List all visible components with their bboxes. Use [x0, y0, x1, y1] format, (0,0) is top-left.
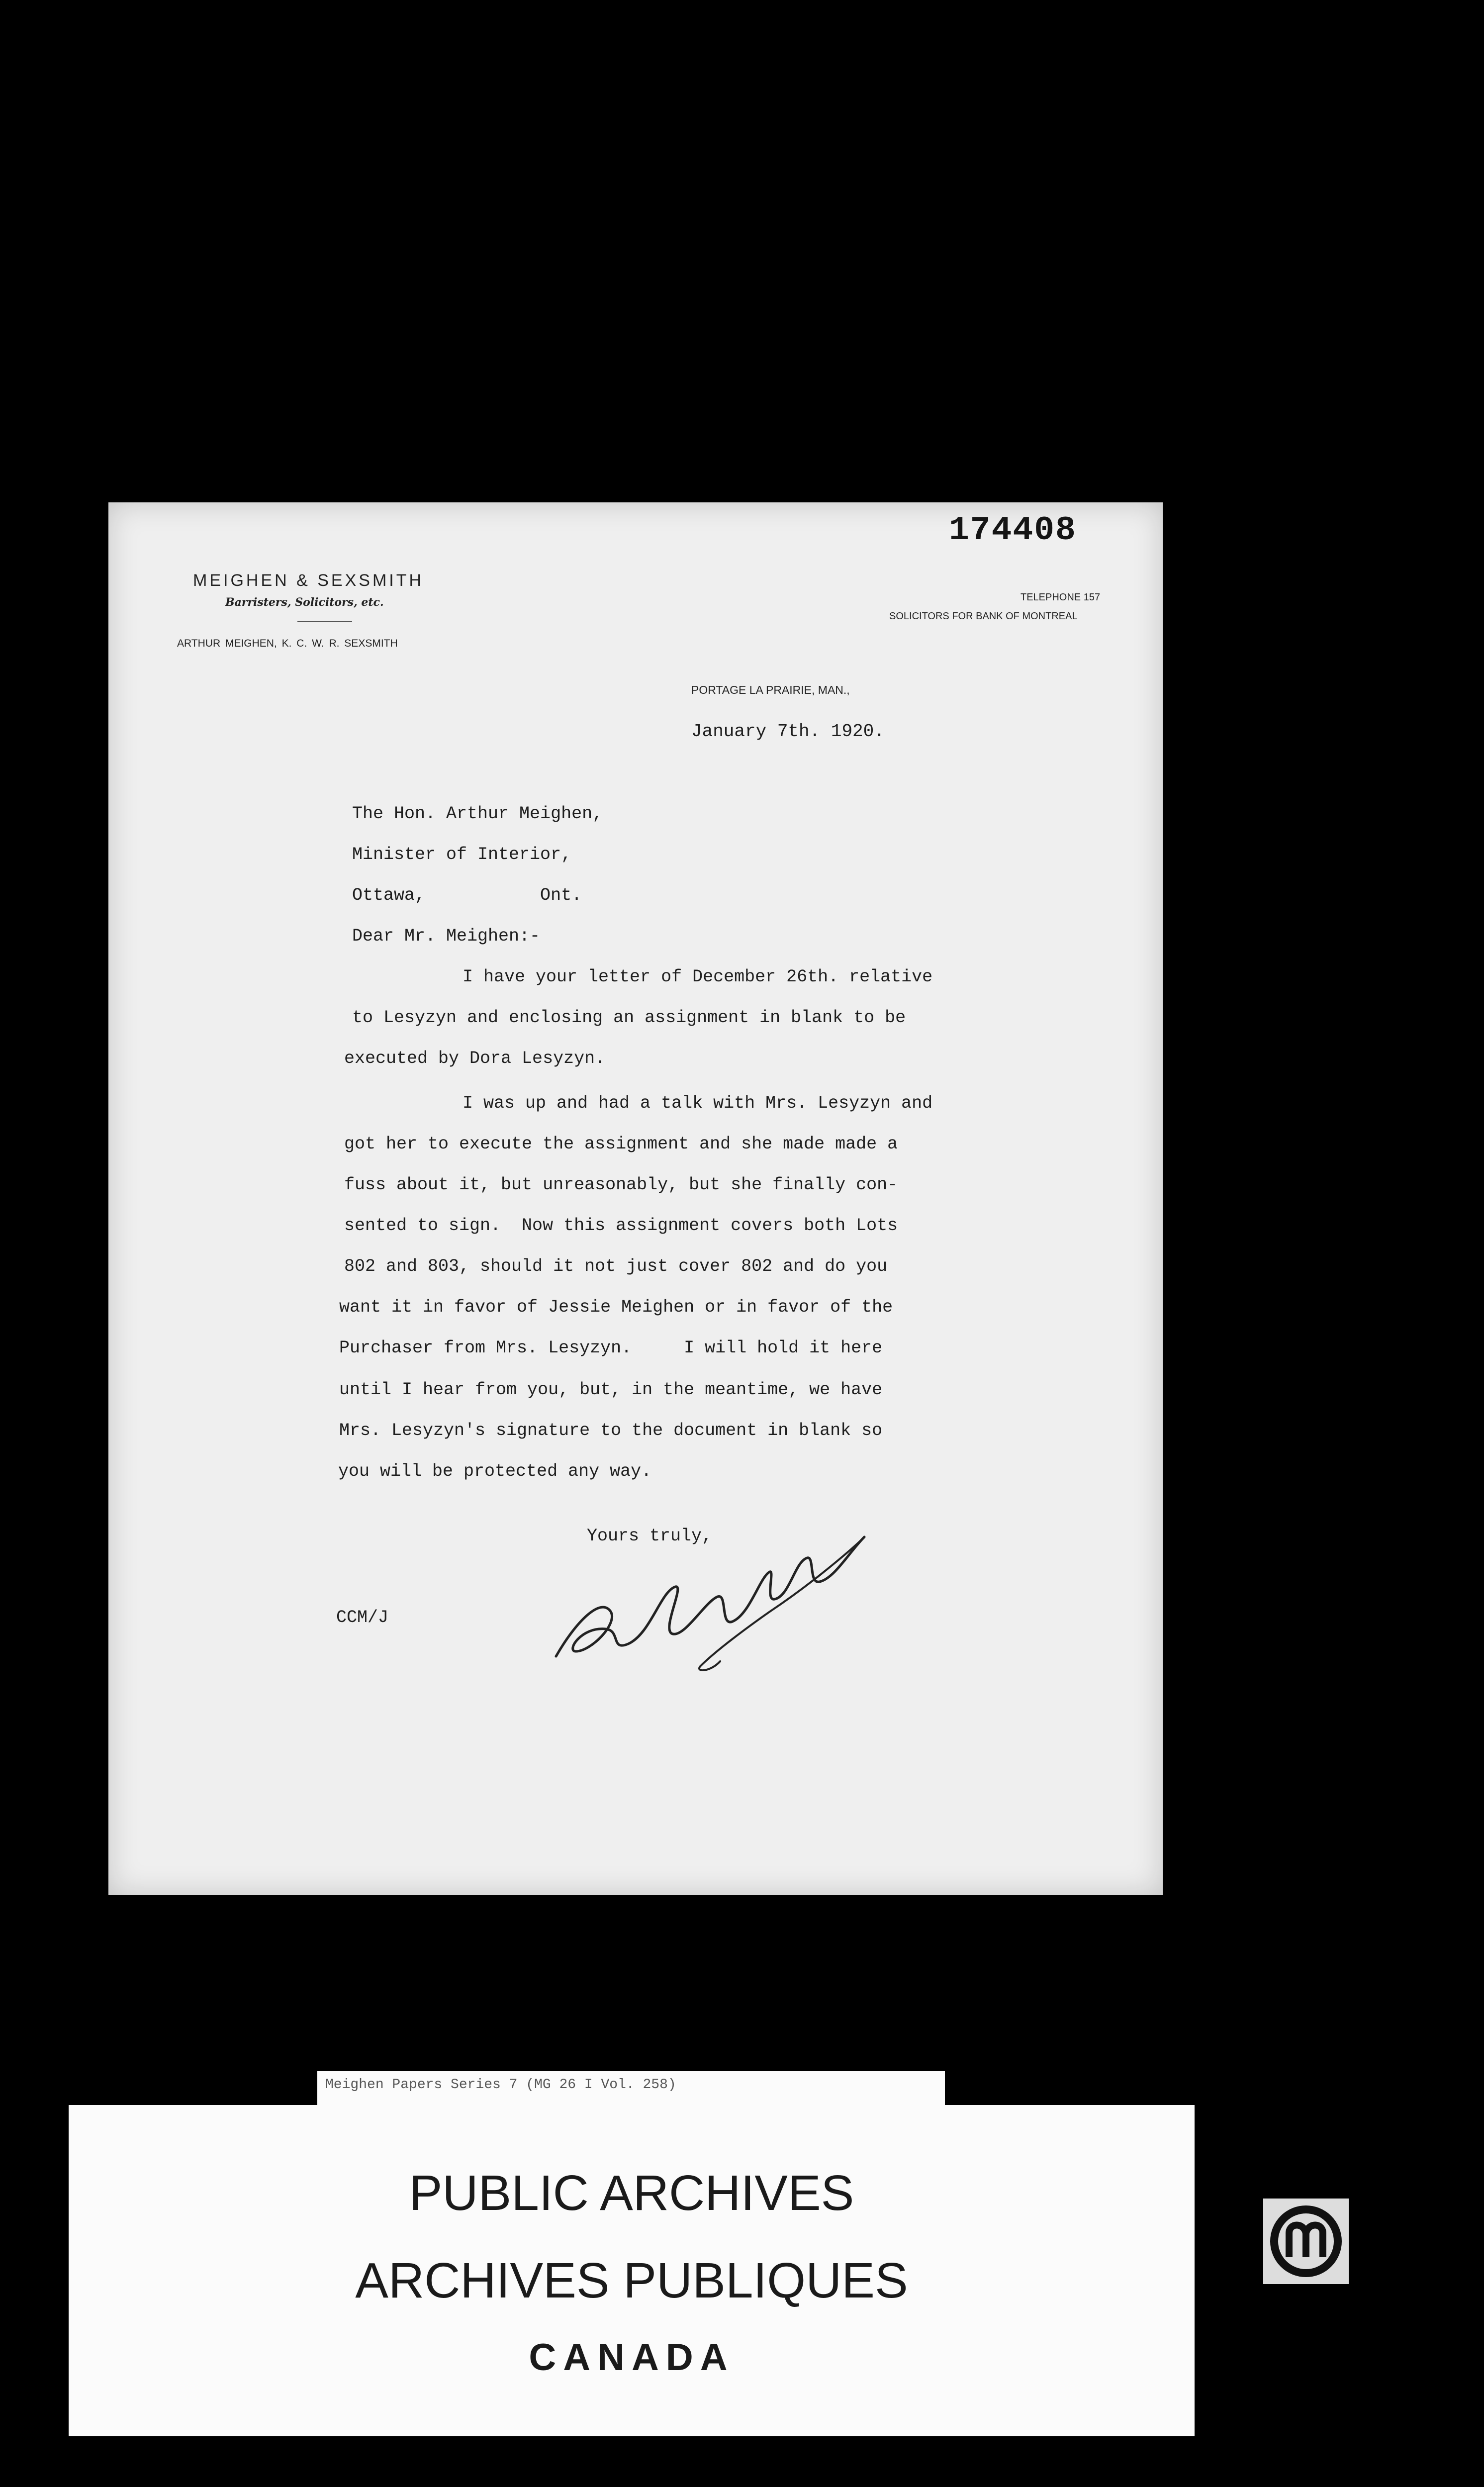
place-line: PORTAGE LA PRAIRIE, MAN., [691, 683, 850, 696]
typist-initials: CCM/J [336, 1608, 389, 1627]
address-line-2: Minister of Interior, [352, 845, 572, 864]
microfilm-logo-icon [1256, 2192, 1356, 2291]
body-line: executed by Dora Lesyzyn. [344, 1049, 606, 1068]
body-line: I was up and had a talk with Mrs. Lesyzyn and [463, 1093, 933, 1113]
letter-date: January 7th. 1920. [691, 721, 885, 742]
body-line: Mrs. Lesyzyn's signature to the document in blank so [339, 1421, 883, 1440]
body-line: Purchaser from Mrs. Lesyzyn. I will hold it here [339, 1338, 883, 1358]
archives-line-canada: CANADA [529, 2336, 735, 2379]
salutation: Dear Mr. Meighen:- [352, 926, 541, 946]
address-line-3: Ottawa, Ont. [352, 885, 582, 905]
archives-card [69, 2105, 1195, 2436]
document-number: 174408 [949, 511, 1077, 550]
body-line: until I hear from you, but, in the meantime, we have [339, 1380, 883, 1400]
body-line: want it in favor of Jessie Meighen or in favor of the [339, 1297, 893, 1317]
body-line: 802 and 803, should it not just cover 802 and do you [344, 1256, 888, 1276]
archives-line-english: PUBLIC ARCHIVES [409, 2165, 854, 2221]
firm-name: MEIGHEN & SEXSMITH [193, 571, 424, 590]
body-line: to Lesyzyn and enclosing an assignment in blank to be [352, 1008, 906, 1028]
signature [536, 1502, 884, 1681]
partners-line: ARTHUR MEIGHEN, K. C. W. R. SEXSMITH [177, 638, 398, 649]
telephone-line: TELEPHONE 157 [1020, 592, 1101, 603]
firm-tagline: Barristers, Solicitors, etc. [225, 596, 384, 609]
body-line: sented to sign. Now this assignment covers both Lots [344, 1216, 898, 1236]
solicitors-line: SOLICITORS FOR BANK OF MONTREAL [889, 611, 1078, 622]
body-line: fuss about it, but unreasonably, but she finally con- [344, 1175, 898, 1195]
archives-line-french: ARCHIVES PUBLIQUES [355, 2253, 908, 2308]
body-line: got her to execute the assignment and she made made a [344, 1134, 898, 1154]
address-line-1: The Hon. Arthur Meighen, [352, 804, 603, 824]
archive-reference: Meighen Papers Series 7 (MG 26 I Vol. 258) [325, 2077, 676, 2093]
body-line: I have your letter of December 26th. relative [463, 967, 933, 987]
letter-page [108, 502, 1163, 1895]
body-line: you will be protected any way. [338, 1461, 652, 1481]
closing: Yours truly, [587, 1526, 713, 1546]
letterhead-rule [297, 621, 352, 622]
